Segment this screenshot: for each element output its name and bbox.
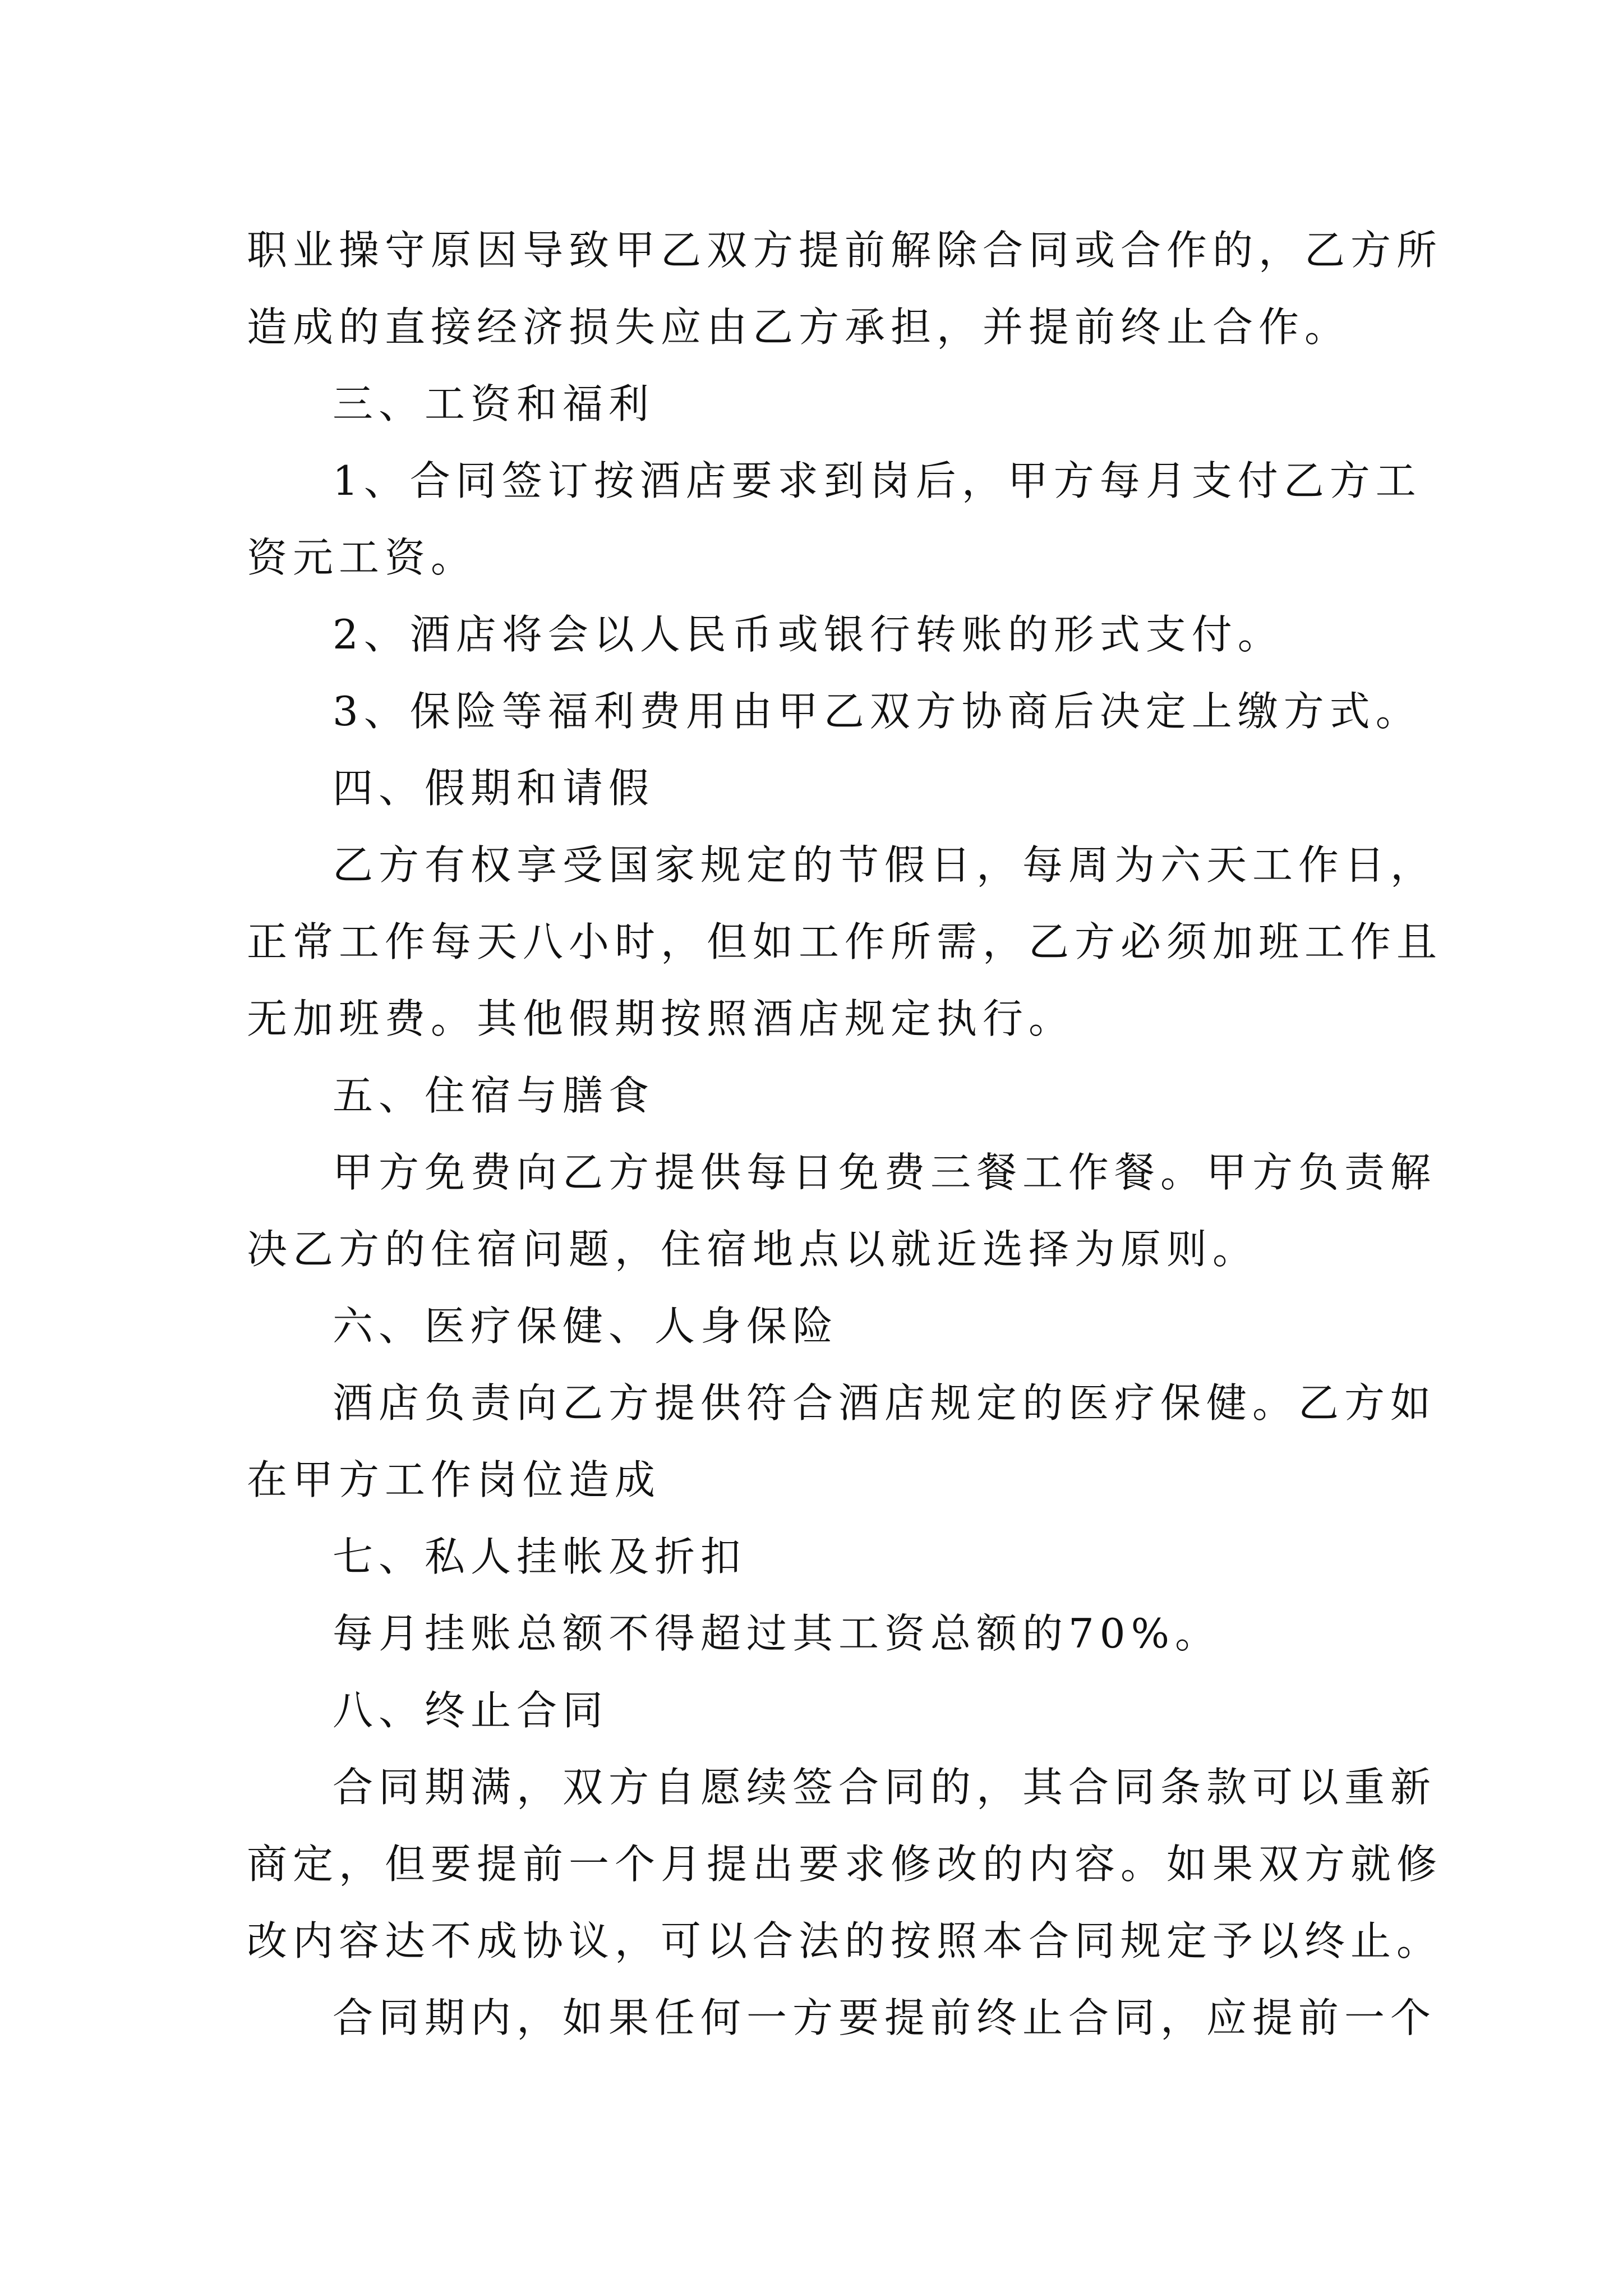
section-heading: 七、私人挂帐及折扣	[333, 1533, 747, 1580]
paragraph-line: 改内容达不成协议，可以合法的按照本合同规定予以终止。	[247, 1917, 1443, 1964]
section-heading: 四、假期和请假	[333, 765, 655, 812]
paragraph-line: 在甲方工作岗位造成	[247, 1456, 661, 1503]
paragraph-line: 甲方免费向乙方提供每日免费三餐工作餐。甲方负责解	[333, 1149, 1437, 1196]
paragraph-line: 乙方有权享受国家规定的节假日，每周为六天工作日，	[333, 841, 1437, 889]
section-heading: 三、工资和福利	[333, 380, 655, 427]
paragraph-line: 商定，但要提前一个月提出要求修改的内容。如果双方就修	[247, 1841, 1443, 1888]
paragraph-line: 3、保险等福利费用由甲乙双方协商后决定上缴方式。	[333, 688, 1422, 735]
section-heading: 八、终止合同	[333, 1687, 609, 1734]
paragraph-line: 酒店负责向乙方提供符合酒店规定的医疗保健。乙方如	[333, 1379, 1437, 1427]
paragraph-line: 决乙方的住宿问题，住宿地点以就近选择为原则。	[247, 1226, 1259, 1273]
paragraph-line: 资元工资。	[247, 534, 477, 581]
paragraph-line: 每月挂账总额不得超过其工资总额的70%。	[333, 1610, 1221, 1657]
paragraph-line: 2、酒店将会以人民币或银行转账的形式支付。	[333, 611, 1284, 658]
document-body	[247, 212, 1443, 2056]
paragraph-line: 职业操守原因导致甲乙双方提前解除合同或合作的，乙方所	[247, 227, 1443, 274]
paragraph-line: 造成的直接经济损失应由乙方承担，并提前终止合作。	[247, 303, 1351, 351]
paragraph-line: 合同期满，双方自愿续签合同的，其合同条款可以重新	[333, 1764, 1437, 1811]
paragraph-line: 合同期内，如果任何一方要提前终止合同，应提前一个	[333, 1994, 1437, 2041]
section-heading: 五、住宿与膳食	[333, 1072, 655, 1119]
paragraph-line: 1、合同签订按酒店要求到岗后，甲方每月支付乙方工	[333, 457, 1422, 504]
paragraph-line: 正常工作每天八小时，但如工作所需，乙方必须加班工作且	[247, 918, 1443, 965]
paragraph-line: 无加班费。其他假期按照酒店规定执行。	[247, 995, 1075, 1042]
section-heading: 六、医疗保健、人身保险	[333, 1303, 839, 1350]
